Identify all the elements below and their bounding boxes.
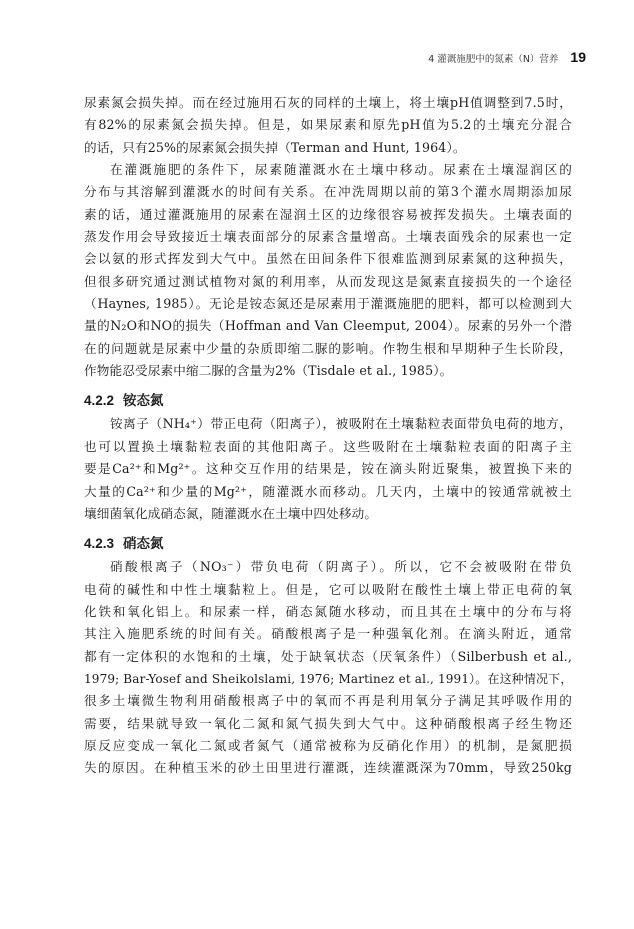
text-line: 失的原因。在种植玉米的砂土田里进行灌溉，连续灌溉深为70mm，导致250kg [84, 760, 572, 776]
text-line: 硝酸根离子（NO₃⁻）带负电荷（阴离子）。所以，它不会被吸附在带负 [110, 559, 572, 575]
paragraph-4 [84, 556, 572, 779]
section-number: 4.2.2 [84, 393, 115, 409]
paragraph-3 [84, 413, 572, 525]
text-line: 很多土壤微生物利用硝酸根离子中的氧而不再是利用氧分子满足其呼吸作用的 [84, 693, 572, 709]
text-line: 蒸发作用会导致接近土壤表面部分的尿素含量增高。土壤表面残余的尿素也一定 [84, 229, 572, 245]
text-line: 尿素氮会损失掉。而在经过施用石灰的同样的土壤上，将土壤pH值调整到7.5时， [84, 95, 572, 110]
paragraph-1 [84, 92, 572, 159]
text-line: 在灌溉施肥的条件下，尿素随灌溉水在土壤中移动。尿素在土壤湿润区的 [110, 162, 572, 178]
text-line: 需要，结果就导致一氧化二氮和氮气损失到大气中。这种硝酸根离子经生物还 [84, 715, 572, 731]
page-number: 19 [570, 49, 586, 65]
section-heading-4-2-2 [84, 390, 572, 412]
text-line: 素的话，通过灌溉施用的尿素在湿润土区的边缘很容易被挥发损失。土壤表面的 [84, 206, 572, 222]
text-line: 有82%的尿素氮会损失掉。但是，如果尿素和原先pH值为5.2的土壤充分混合 [84, 117, 572, 133]
text-line: 铵离子（NH₄⁺）带正电荷（阳离子），被吸附在土壤黏粒表面带负电荷的地方， [110, 416, 572, 432]
section-title: 硝态氮 [123, 536, 164, 552]
text-line: 壤细菌氧化成硝态氮，随灌溉水在土壤中四处移动。 [84, 505, 378, 521]
text-line: 电荷的碱性和中性土壤黏粒上。但是，它可以吸附在酸性土壤上带正电荷的氧 [84, 581, 572, 597]
text-line: （Haynes, 1985）。无论是铵态氮还是尿素用于灌溉施肥的肥料，都可以检测到大 [84, 296, 572, 312]
section-number: 4.2.3 [84, 536, 115, 552]
section-heading-4-2-3 [84, 533, 572, 555]
paragraph-2 [84, 159, 572, 382]
running-header [428, 49, 586, 65]
body-text [84, 92, 572, 780]
text-line: 其注入施肥系统的时间有关。硝酸根离子是一种强氧化剂。在滴头附近，通常 [84, 626, 572, 642]
text-line: 但很多研究通过测试植物对氮的利用率，从而发现这是氮素直接损失的一个途径 [84, 273, 572, 289]
text-line: 大量的Ca²⁺和少量的Mg²⁺，随灌溉水而移动。几天内，土壤中的铵通常就被土 [84, 483, 572, 499]
text-line: 1979; Bar-Yosef and Sheikolslami, 1976; Martinez et al., 1991）。在这种情况下， [84, 671, 572, 686]
section-title: 铵态氮 [123, 393, 164, 409]
text-line: 原反应变成一氧化二氮或者氮气（通常被称为反硝化作用）的机制，是氮肥损 [84, 737, 572, 753]
text-line: 作物能忍受尿素中缩二脲的含量为2%（Tisdale et al., 1985）。 [84, 363, 453, 379]
text-line: 量的N₂O和NO的损失（Hoffman and Van Cleemput, 2004）。尿素的另外一个潜 [84, 318, 572, 334]
text-line: 分布与其溶解到灌溉水的时间有关系。在冲洗周期以前的第3个灌水周期添加尿 [84, 184, 572, 200]
text-line: 的话，只有25%的尿素氮会损失掉（Terman and Hunt, 1964）。 [84, 139, 466, 155]
text-line: 化铁和氧化铝上。和尿素一样，硝态氮随水移动，而且其在土壤中的分布与将 [84, 603, 572, 619]
text-line: 也可以置换土壤黏粒表面的其他阳离子。这些吸附在土壤黏粒表面的阳离子主 [84, 438, 572, 454]
text-line: 都有一定体积的水饱和的土壤，处于缺氧状态（厌氧条件）（Silberbush et al., [84, 648, 572, 664]
running-title: 4 灌溉施肥中的氮素（N）营养 [428, 54, 559, 65]
text-line: 会以氨的形式挥发到大气中。虽然在田间条件下很难监测到尿素氮的这种损失， [84, 251, 572, 267]
text-line: 在的问题就是尿素中少量的杂质即缩二脲的影响。作物生根和早期种子生长阶段， [84, 340, 572, 356]
text-line: 要是Ca²⁺和Mg²⁺。这种交互作用的结果是，铵在滴头附近聚集，被置换下来的 [84, 461, 572, 477]
